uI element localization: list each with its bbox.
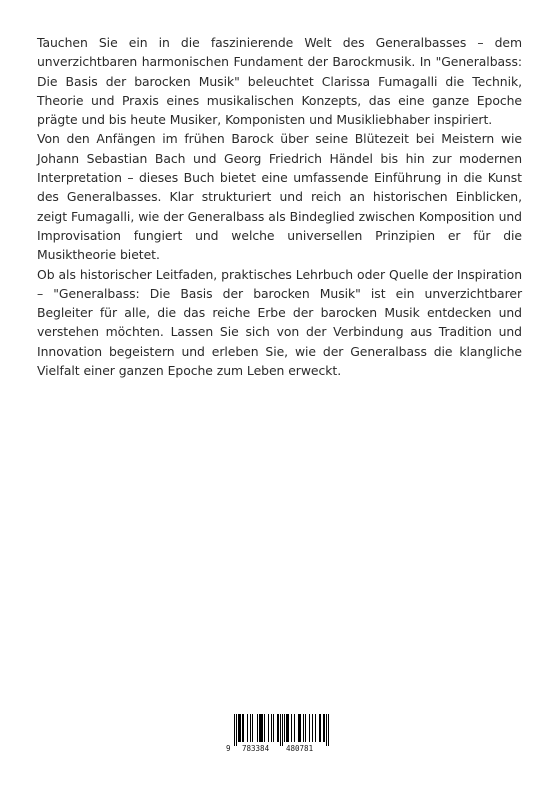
barcode-lead-digit: 9 [226, 744, 231, 753]
barcode-bar [298, 714, 299, 742]
barcode-bar [236, 714, 237, 746]
barcode-bar [234, 714, 235, 746]
barcode-bar [305, 714, 306, 742]
barcode-bar [315, 714, 316, 742]
back-cover-text [37, 33, 522, 380]
barcode-bar [288, 714, 289, 742]
barcode-right-digits: 480781 [286, 744, 314, 753]
barcode-bar [309, 714, 310, 742]
barcode-bar [247, 714, 248, 742]
barcode-bar [319, 714, 320, 742]
barcode-bar [286, 714, 287, 742]
barcode-left-digits: 783384 [242, 744, 270, 753]
barcode-bar [250, 714, 251, 742]
barcode-bar [291, 714, 292, 742]
barcode-bar [328, 714, 329, 746]
barcode-bar [260, 714, 261, 742]
barcode-bar [324, 714, 325, 742]
paragraph-history: Von den Anfängen im frühen Barock über seine Blütezeit bei Meistern wie Johann Sebastian Bach und Georg Friedrich Händel bis hin zur modernen Interpretation – dieses Buch bietet eine umfassende Einführung in die Kunst des Generalbasses. Klar strukturiert und reich an historischen Einblicken, zeigt Fumagalli, wie der Generalbass als Bindeglied zwischen Komposition und Improvisation fungiert und welche universellen Prinzipien er für die Musiktheorie bietet. [37, 131, 522, 263]
barcode-bar [277, 714, 278, 742]
barcode-bar [278, 714, 279, 742]
barcode-bar [294, 714, 295, 742]
barcode-bar [252, 714, 253, 742]
paragraph-closing: Ob als historischer Leitfaden, praktisches Lehrbuch oder Quelle der Inspiration – "Generalbass: Die Basis der barocken Musik" ist ein unverzichtbarer Begleiter für alle, die das reiche Erbe der barocken Musik entdecken und verstehen möchten. Lassen Sie sich von der Verbindung aus Tradition und Innovation begeistern und erleben Sie, wie der Generalbass die klangliche Vielfalt einer ganzen Epoche zum Leben erweckt. [37, 266, 522, 379]
barcode-bar [264, 714, 265, 742]
barcode-bar [242, 714, 243, 742]
barcode-bar [284, 714, 285, 742]
barcode-bar [280, 714, 281, 746]
barcode-bar [287, 714, 288, 742]
barcode-bar [268, 714, 269, 742]
barcode-bar [257, 714, 258, 742]
barcode-bar [320, 714, 321, 742]
barcode-bar [238, 714, 239, 742]
barcode-bar [303, 714, 304, 742]
barcode-bar [312, 714, 313, 742]
barcode-bar [261, 714, 262, 742]
barcode-bar [300, 714, 301, 742]
barcode-bar [273, 714, 274, 742]
barcode-bars [226, 712, 334, 746]
barcode-bar [243, 714, 244, 742]
barcode-bar [259, 714, 260, 742]
barcode-bar [271, 714, 272, 742]
barcode-bar [326, 714, 327, 746]
barcode-bar [282, 714, 283, 746]
paragraph-intro: Tauchen Sie ein in die faszinierende Welt des Generalbasses – dem unverzichtbaren harmonischen Fundament der Barockmusik. In "Generalbass: Die Basis der barocken Musik" beleuchtet Clarissa Fumagalli die Technik, Theorie und Praxis eines musikalischen Konzepts, das eine ganze Epoche prägte und bis heute Musiker, Komponisten und Musikliebhaber inspiriert. [37, 35, 522, 128]
barcode-bar [323, 714, 324, 742]
barcode-bar [239, 714, 240, 742]
barcode-bar [262, 714, 263, 742]
isbn-barcode [226, 712, 334, 754]
barcode-bar [299, 714, 300, 742]
barcode-bar [240, 714, 241, 742]
